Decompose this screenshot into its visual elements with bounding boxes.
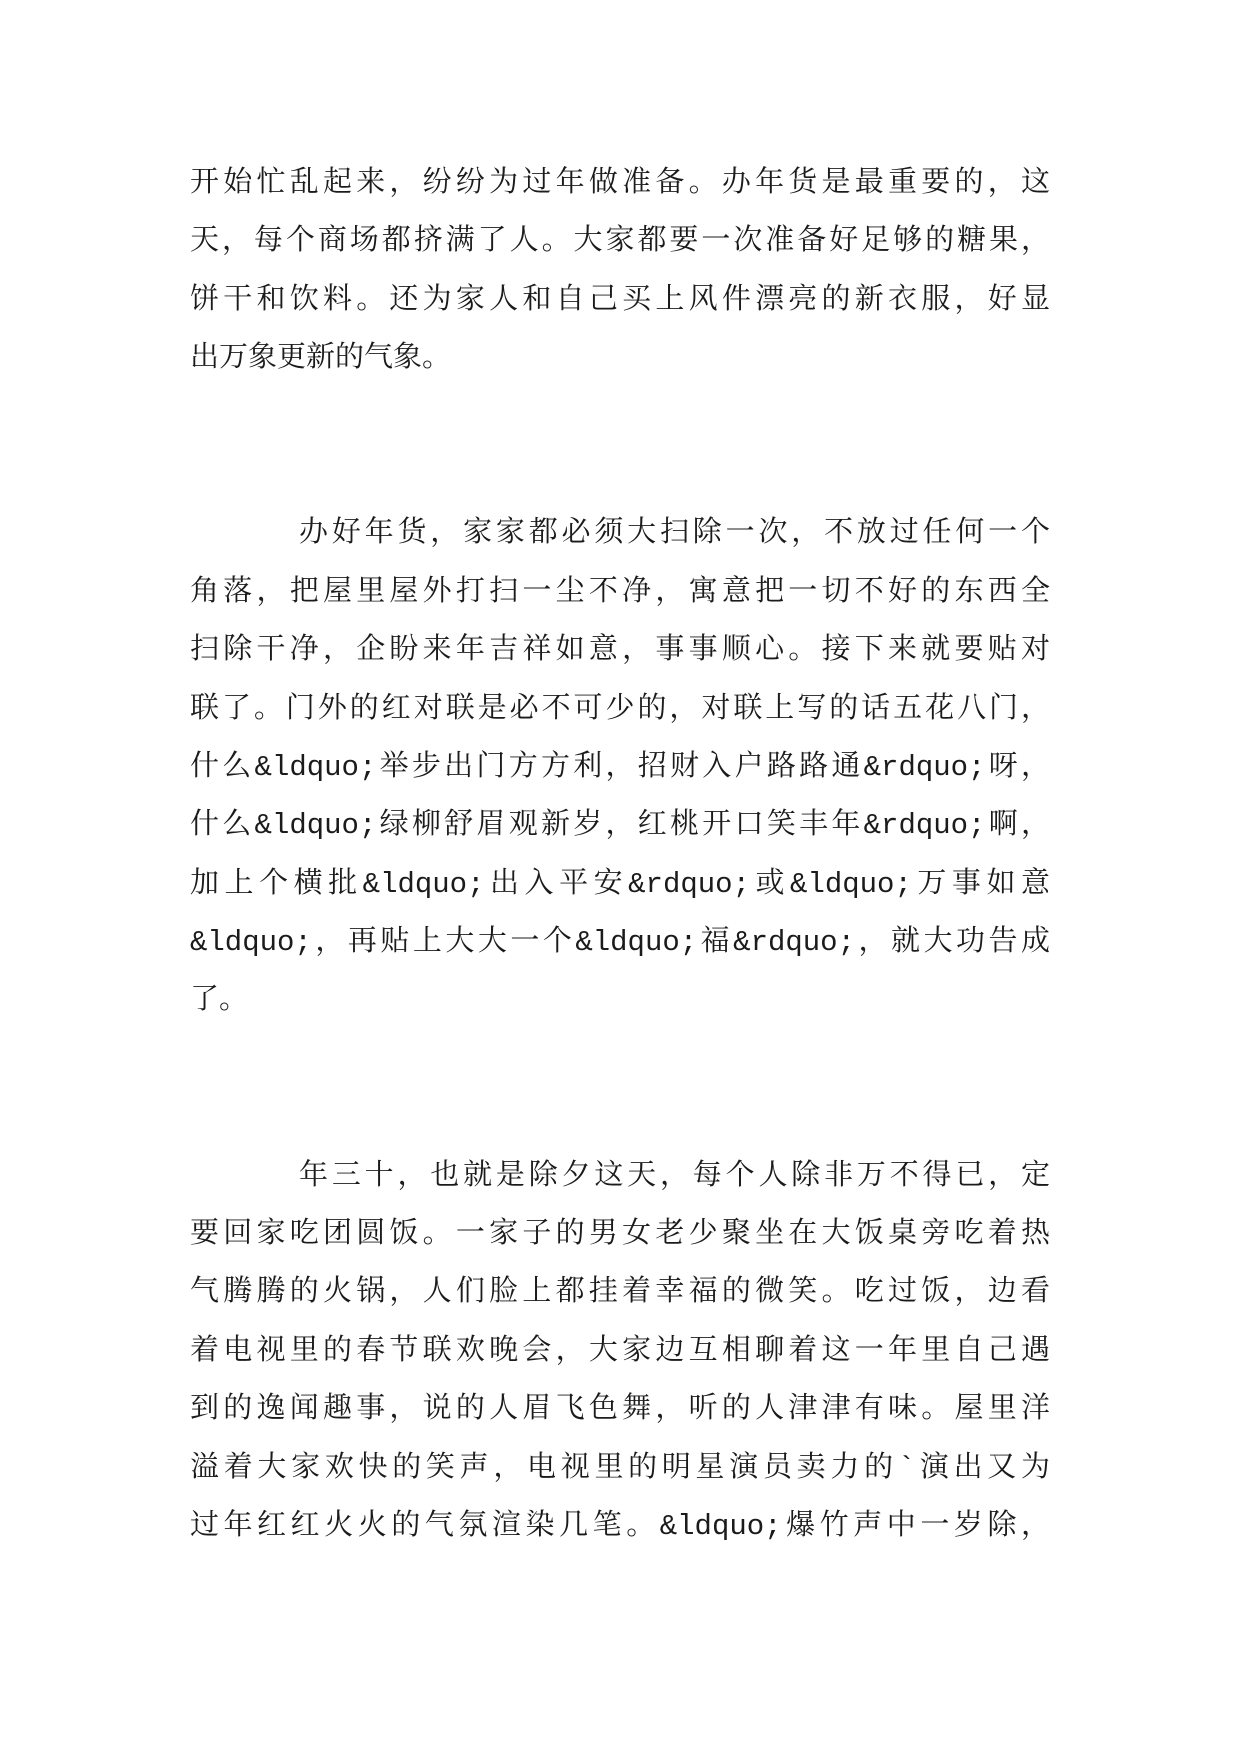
text-line: 开始忙乱起来，纷纷为过年做准备。办年货是最重要的，这 [190, 167, 1050, 200]
text-line: 加上个横批&ldquo;出入平安&rdquo;或&ldquo;万事如意 [190, 867, 1050, 901]
paragraph-2 [190, 505, 1050, 1031]
text-line: 溢着大家欢快的笑声，电视里的明星演员卖力的`演出又为 [190, 1451, 1050, 1485]
text-line: 办好年货，家家都必须大扫除一次，不放过任何一个 [299, 517, 1050, 551]
text-line: 什么&ldquo;绿柳舒眉观新岁，红桃开口笑丰年&rdquo;啊， [190, 809, 1050, 843]
text-line: 着电视里的春节联欢晚会，大家边互相聊着这一年里自己遇 [190, 1334, 1050, 1368]
blank-line [190, 1089, 1050, 1147]
text-line: 到的逸闻趣事，说的人眉飞色舞，听的人津津有味。屋里洋 [190, 1393, 1050, 1427]
text-line: &ldquo;，再贴上大大一个&ldquo;福&rdquo;，就大功告成 [190, 926, 1050, 960]
text-line: 天，每个商场都挤满了人。大家都要一次准备好足够的糖果， [190, 225, 1050, 259]
blank-line [190, 447, 1050, 505]
paragraph-1 [190, 155, 1050, 389]
text-line: 联了。门外的红对联是必不可少的，对联上写的话五花八门， [190, 692, 1050, 726]
blank-line [190, 389, 1050, 447]
text-line: 气腾腾的火锅，人们脸上都挂着幸福的微笑。吃过饭，边看 [190, 1276, 1050, 1310]
paragraph-3 [190, 1148, 1050, 1557]
text-line: 年三十，也就是除夕这天，每个人除非万不得已，定 [299, 1159, 1050, 1193]
text-line: 了。 [190, 984, 249, 1018]
document-body [190, 155, 1050, 1556]
text-line: 饼干和饮料。还为家人和自己买上风件漂亮的新衣服，好显 [190, 283, 1050, 317]
text-line: 要回家吃团圆饭。一家子的男女老少聚坐在大饭桌旁吃着热 [190, 1218, 1050, 1252]
text-line: 过年红红火火的气氛渲染几笔。&ldquo;爆竹声中一岁除， [190, 1509, 1050, 1543]
text-line: 角落，把屋里屋外打扫一尘不净，寓意把一切不好的东西全 [190, 575, 1050, 609]
text-line: 出万象更新的气象。 [190, 342, 452, 376]
blank-line [190, 1031, 1050, 1089]
text-line: 扫除干净，企盼来年吉祥如意，事事顺心。接下来就要贴对 [190, 634, 1050, 668]
text-line: 什么&ldquo;举步出门方方利，招财入户路路通&rdquo;呀， [190, 750, 1050, 784]
